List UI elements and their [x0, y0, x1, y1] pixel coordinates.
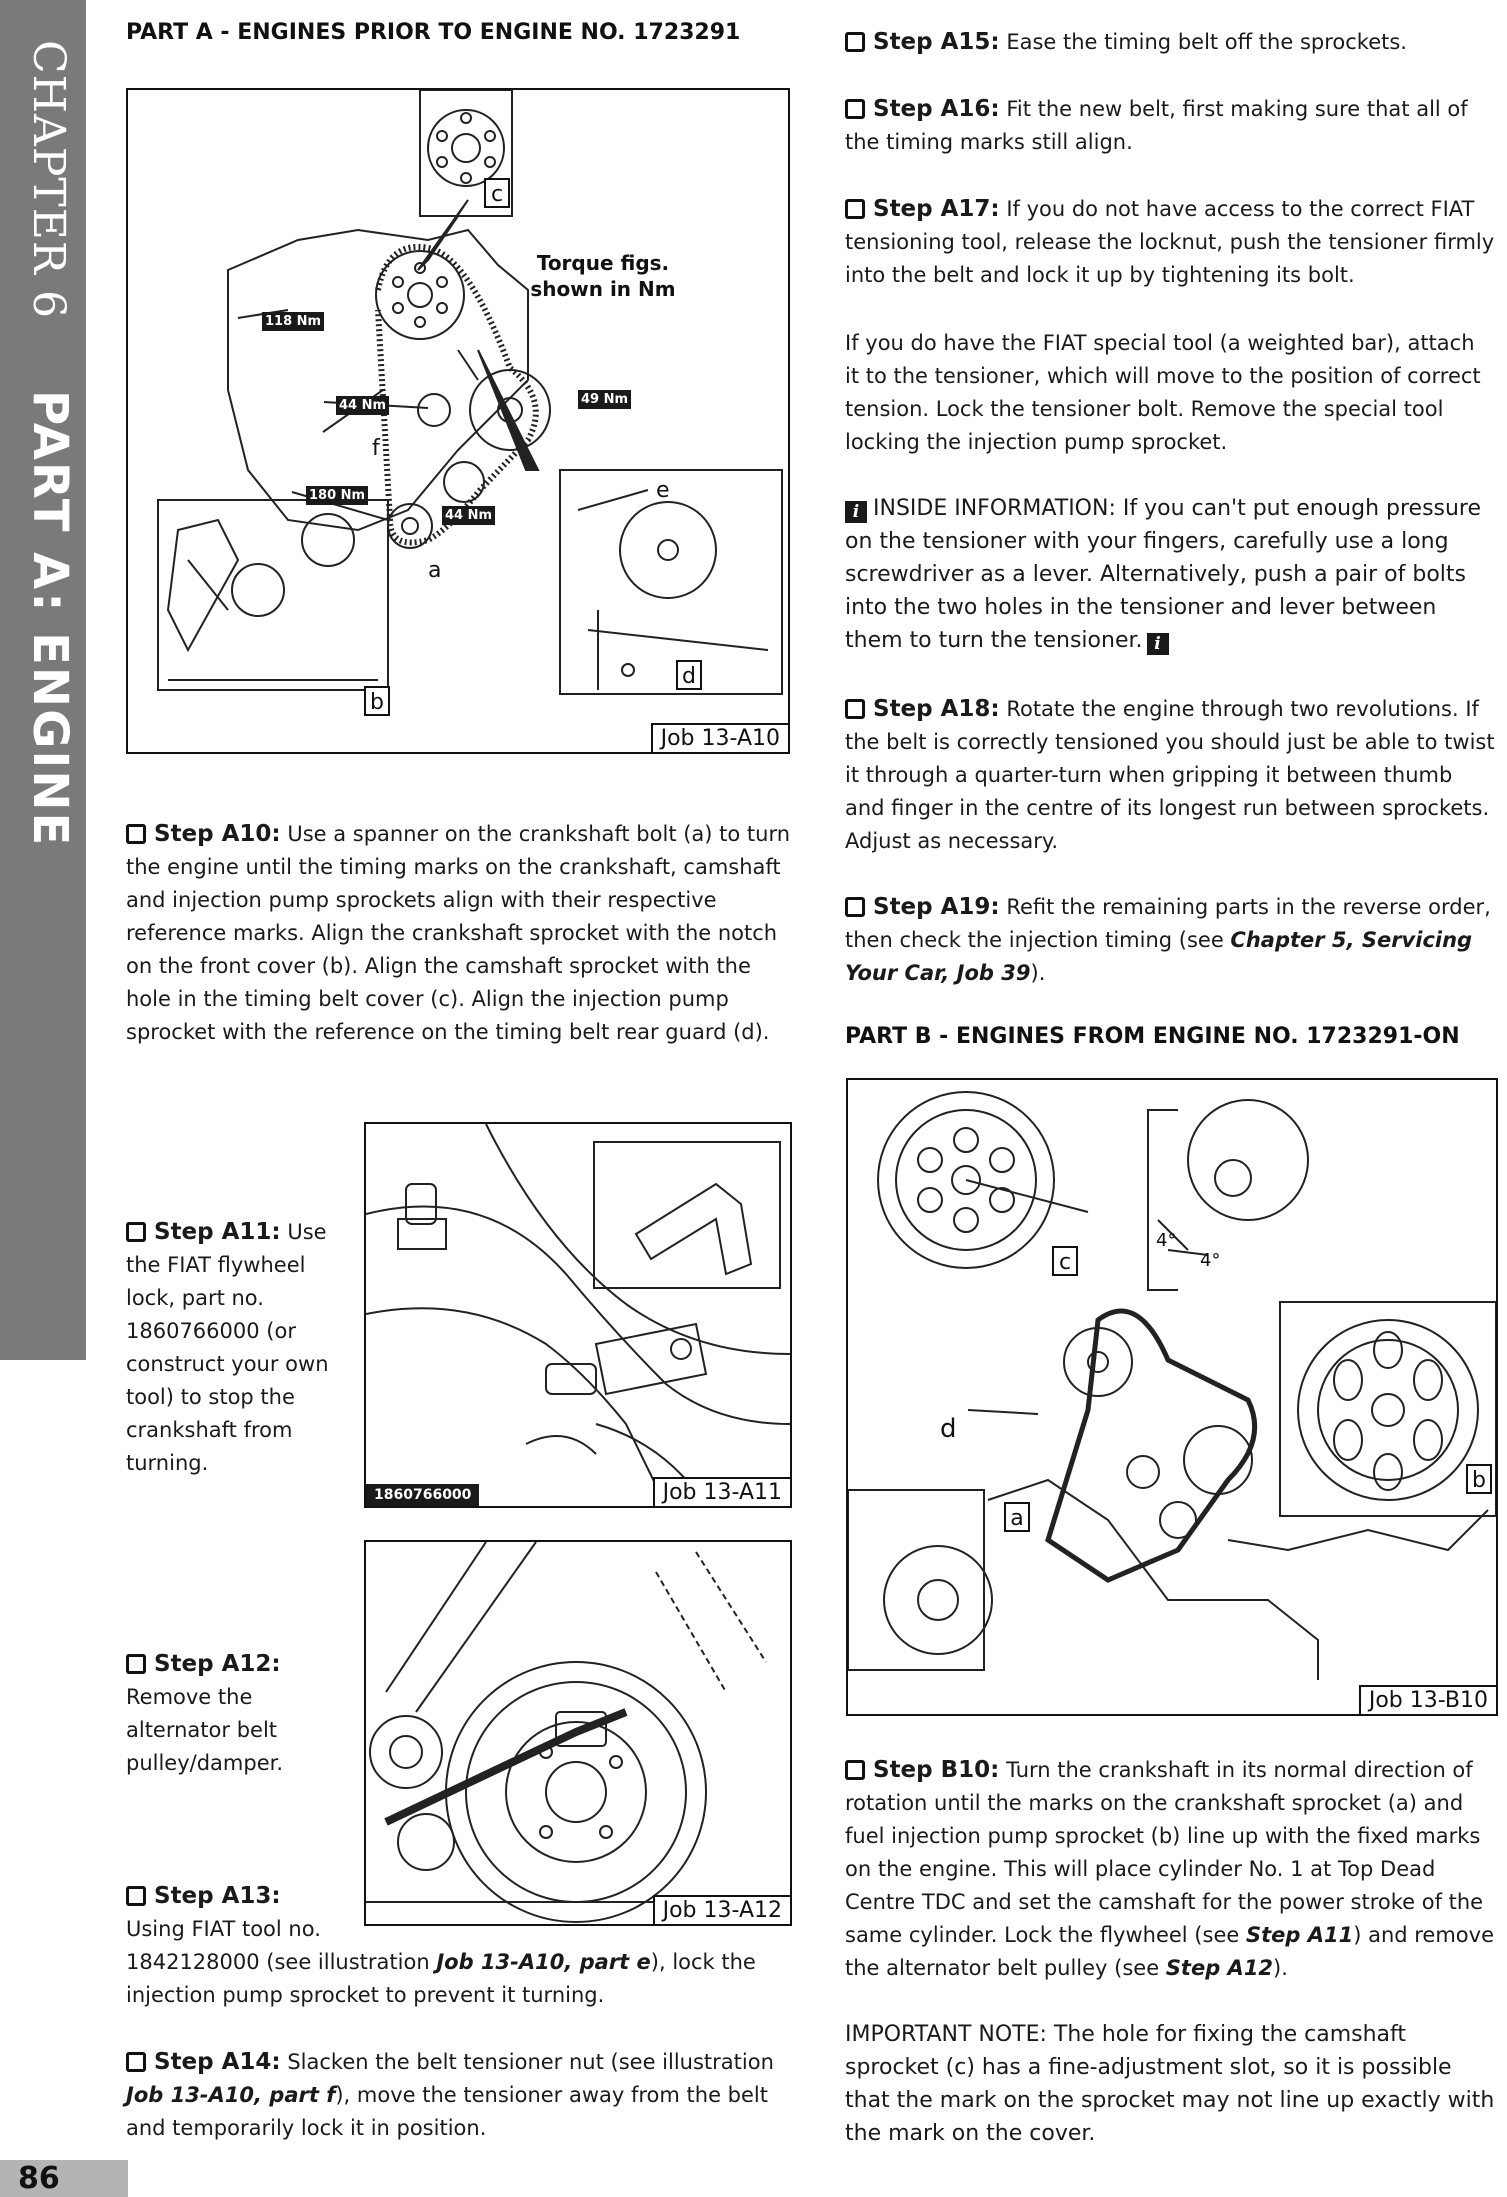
step-a11-label: Step A11:: [154, 1219, 281, 1245]
step-a13-text-1: Using FIAT tool no.: [126, 1917, 321, 1941]
step-a13-text-2b: ), lock the: [650, 1950, 756, 1974]
figure-job-13-a10: [126, 88, 790, 754]
step-b10-text-a: Turn the crankshaft in its normal direction of rotation until the marks on the crankshaft sprocket (a) and fuel injection pump sprocket (b) line up with the fixed marks on the engine. This will place cylinder No. 1 at Top Dead Centre TDC and set the camshaft for the power stroke of the same cylinder. Lock the flywheel (see: [845, 1758, 1484, 1947]
step-a16-text: Fit the new belt, first making sure that all of the timing marks still align.: [845, 97, 1468, 154]
checkbox-b10[interactable]: [845, 1760, 865, 1780]
step-b10-text-c: ).: [1273, 1956, 1288, 1980]
checkbox-a16[interactable]: [845, 99, 865, 119]
step-a15-label: Step A15:: [873, 29, 1000, 55]
torque-note: Torque figs. shown in Nm: [530, 251, 676, 301]
checkbox-a13[interactable]: [126, 1886, 146, 1906]
step-a11: [126, 1216, 348, 1480]
flywheel-lock-illustration: [366, 1124, 790, 1506]
label-d: d: [676, 660, 702, 690]
step-a19: [845, 891, 1495, 990]
label-c: c: [484, 178, 510, 208]
step-a15-text: Ease the timing belt off the sprockets.: [1006, 30, 1407, 54]
step-a10: [126, 818, 794, 1049]
torque-49: 49 Nm: [578, 390, 631, 409]
step-a14-text-b: ), move the tensioner away from the belt and temporarily lock it in position.: [126, 2083, 768, 2140]
engine-sprocket-illustration: [848, 1080, 1496, 1714]
important-note: IMPORTANT NOTE: The hole for fixing the camshaft sprocket (c) has a fine-adjustment slot, so it is possible that the mark on the sprocket may not line up exactly with the mark on the cover.: [845, 2022, 1495, 2146]
step-a10-text: Use a spanner on the crankshaft bolt (a) to turn the engine until the timing marks on the crankshaft, camshaft and injection pump sprockets align with their respective reference marks. Align the crankshaft sprocket with the notch on the front cover (b). Align the camshaft sprocket with the hole in the timing belt cover (c). Align the injection pump sprocket with the reference on the timing belt rear guard (d).: [126, 822, 791, 1044]
step-b10-text-b: ) and remove the alternator belt pulley (see: [845, 1923, 1494, 1980]
checkbox-a15[interactable]: [845, 32, 865, 52]
checkbox-a12[interactable]: [126, 1654, 146, 1674]
step-a12-text: Remove the alternator belt pulley/damper.: [126, 1685, 284, 1775]
label-a: a: [1004, 1502, 1030, 1532]
info-icon: i: [845, 501, 867, 523]
step-a18-text: Rotate the engine through two revolutions. If the belt is correctly tensioned you should just be able to twist it through a quarter-turn when gripping it between thumb and finger in the centre of its longest run between sprockets. Adjust as necessary.: [845, 697, 1495, 853]
step-a16: [845, 93, 1495, 159]
label-c: c: [1052, 1246, 1078, 1276]
step-a14-text-a: Slacken the belt tensioner nut (see illustration: [287, 2050, 774, 2074]
step-a10-label: Step A10:: [154, 821, 281, 847]
step-a13-ref[interactable]: Job 13-A10, part e: [436, 1950, 651, 1974]
step-a19-text-a: Refit the remaining parts in the reverse order, then check the injection timing (see: [845, 895, 1491, 952]
checkbox-a19[interactable]: [845, 897, 865, 917]
figure-job-13-a12: [364, 1540, 792, 1926]
step-a19-ref[interactable]: Chapter 5, Servicing Your Car, Job 39: [845, 928, 1473, 985]
step-a17: [845, 193, 1495, 292]
checkbox-a11[interactable]: [126, 1222, 146, 1242]
figure-job-13-a11: [364, 1122, 792, 1508]
step-b10-label: Step B10:: [873, 1757, 1000, 1783]
torque-44-a: 44 Nm: [336, 396, 389, 415]
step-a11-text: Use the FIAT flywheel lock, part no. 1860766000 (or construct your own tool) to stop the crankshaft from turning.: [126, 1220, 329, 1475]
job-tag-b10: Job 13-B10: [1359, 1685, 1496, 1714]
step-a19-label: Step A19:: [873, 894, 1000, 920]
info-end-icon: i: [1147, 633, 1169, 655]
part-label: PART A: ENGINE: [22, 390, 78, 848]
step-a19-text-b: ).: [1030, 961, 1046, 985]
part-number-tag: 1860766000: [366, 1484, 479, 1506]
step-a12: [126, 1648, 348, 1780]
angle-label-1: 4°: [1156, 1230, 1177, 1251]
angle-label-2: 4°: [1200, 1250, 1221, 1271]
job-tag-a10: Job 13-A10: [651, 723, 788, 752]
label-f: f: [372, 436, 380, 461]
step-a14-ref[interactable]: Job 13-A10, part f: [126, 2083, 336, 2107]
pulley-removal-illustration: [366, 1542, 790, 1924]
step-a16-label: Step A16:: [873, 96, 1000, 122]
step-a17-label: Step A17:: [873, 196, 1000, 222]
torque-180: 180 Nm: [306, 486, 368, 505]
label-b: b: [1466, 1464, 1492, 1494]
label-e: e: [656, 478, 670, 503]
label-a: a: [428, 558, 442, 583]
step-a17-text: If you do not have access to the correct FIAT tensioning tool, release the locknut, push the tensioner firmly into the belt and lock it up by tightening its bolt.: [845, 197, 1495, 287]
step-a15: [845, 26, 1495, 59]
engine-timing-illustration: [128, 90, 788, 752]
job-tag-a11: Job 13-A11: [653, 1477, 790, 1506]
step-a13-label-line: [126, 1880, 356, 1913]
step-a13-text-2a: 1842128000 (see illustration: [126, 1950, 437, 1974]
heading-part-a: PART A - ENGINES PRIOR TO ENGINE NO. 1723291: [126, 20, 741, 45]
checkbox-a17[interactable]: [845, 199, 865, 219]
chapter-label: CHAPTER 6: [23, 40, 74, 319]
step-b10-ref-2[interactable]: Step A12: [1165, 1956, 1274, 1980]
torque-118: 118 Nm: [262, 312, 324, 331]
figure-job-13-b10: [846, 1078, 1498, 1716]
checkbox-a14[interactable]: [126, 2052, 146, 2072]
checkbox-a10[interactable]: [126, 824, 146, 844]
step-a13: [126, 1913, 794, 2012]
page-number: 86: [0, 2160, 128, 2197]
checkbox-a18[interactable]: [845, 699, 865, 719]
step-a14-label: Step A14:: [154, 2049, 281, 2075]
step-a13-text-3: injection pump sprocket to prevent it turning.: [126, 1983, 605, 2007]
label-d: d: [940, 1414, 957, 1444]
label-b: b: [364, 686, 390, 716]
chapter-side-tab: [0, 0, 86, 1360]
step-b10-ref-1[interactable]: Step A11: [1245, 1923, 1354, 1947]
step-a14: [126, 2046, 794, 2145]
step-a13-label: Step A13:: [154, 1883, 281, 1909]
step-a12-label: Step A12:: [154, 1651, 281, 1677]
step-a18: [845, 693, 1495, 858]
special-tool-paragraph: If you do have the FIAT special tool (a weighted bar), attach it to the tensioner, which will move to the position of correct tension. Lock the tensioner bolt. Remove the special tool locking the injection pump sprocket.: [845, 331, 1481, 454]
heading-part-b: PART B - ENGINES FROM ENGINE NO. 1723291-ON: [845, 1024, 1460, 1049]
inside-information: [845, 492, 1495, 657]
torque-44-b: 44 Nm: [442, 506, 495, 525]
job-tag-a12: Job 13-A12: [653, 1895, 790, 1924]
step-b10: [845, 1754, 1495, 1985]
step-a18-label: Step A18:: [873, 696, 1000, 722]
inside-information-text: INSIDE INFORMATION: If you can't put enough pressure on the tensioner with your fingers, carefully use a long screwdriver as a lever. Alternatively, push a pair of bolts into the two holes in the tensioner and lever between them to turn the tensioner.: [845, 496, 1482, 653]
